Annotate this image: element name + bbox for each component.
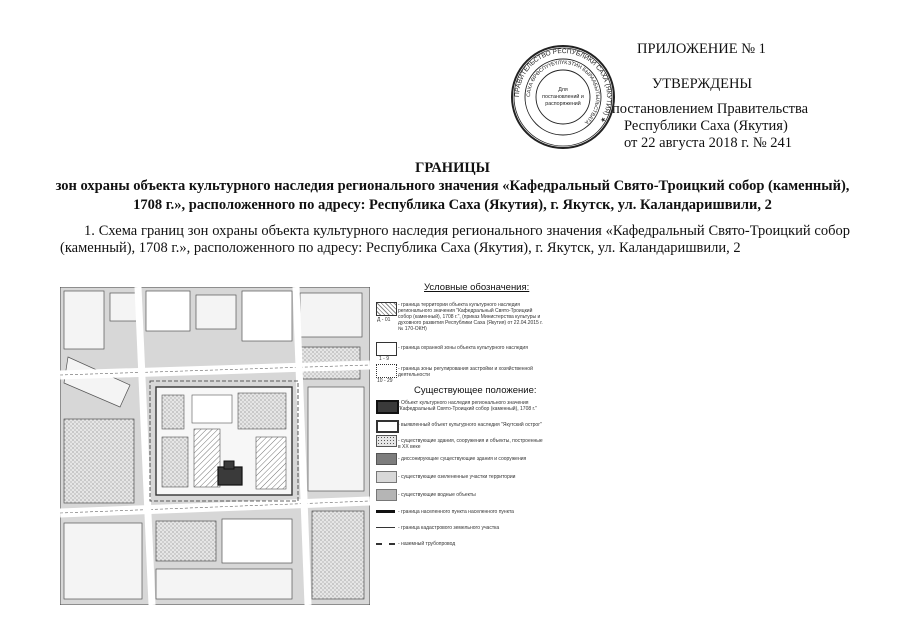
legend-swatch-hatch-solid [376, 302, 397, 316]
legend-swatch-light-grey [376, 471, 397, 483]
legend-swatch-box-dotted [376, 364, 397, 378]
document-title: ГРАНИЦЫ [415, 160, 490, 176]
legend-swatch-box-dashed [376, 342, 397, 356]
legend-item-text: - существующие озелененные участки территории [398, 474, 516, 480]
legend-code: Д - 01 [377, 317, 391, 323]
legend-item-text: - диссонирующие существующие здания и сооружения [398, 456, 527, 462]
section-1-text: 1. Схема границ зон охраны объекта культурного наследия регионального значения «Кафедральный Свято-Троицкий собор (каменный), 1708 г.», расположенного по адресу: Республика Саха (Якутия), г. Якутск, ул. Каландаришвили, 2 [60, 223, 850, 256]
svg-text:ПРАВИТЕЛЬСТВО РЕСПУБЛИКИ САХА: ПРАВИТЕЛЬСТВО РЕСПУБЛИКИ САХА (ЯКУТИЯ) ★ [513, 47, 613, 124]
approved-label: УТВЕРЖДЕНЫ [652, 76, 753, 92]
svg-text:САХА ӨРӨСПҮҮБҮЛҮКЭТИН БЫРААБЫТ: САХА ӨРӨСПҮҮБҮЛҮКЭТИН БЫРААБЫТЫЛЬСТВАТА [525, 59, 601, 125]
decree-line-1: постановлением Правительства [612, 101, 809, 117]
legend-item-text: - существующие здания, сооружения и объекты, построенные в XX веке [398, 438, 543, 450]
official-seal [510, 44, 616, 150]
svg-text:постановлений и: постановлений и [542, 94, 584, 100]
legend-item-text: - граница населенного пункта населенного пункта [398, 509, 514, 515]
appendix-number: ПРИЛОЖЕНИЕ № 1 [637, 41, 766, 57]
document-subtitle: зон охраны объекта культурного наследия регионального значения «Кафедральный Свято-Троицкий собор (каменный), 1708 г.», расположенного по адресу: Республика Саха (Якутия), г. Якутск, ул. Каландаришвили, 2 [55, 178, 850, 213]
legend-swatch-mid-grey [376, 489, 397, 501]
legend-swatch-dark-grey [376, 453, 397, 465]
svg-text:распоряжений: распоряжений [545, 101, 581, 107]
legend-swatch-stipple [376, 435, 397, 447]
decree-line-3: от 22 августа 2018 г. № 241 [624, 135, 793, 151]
legend-code: 10 - 29 [377, 378, 393, 384]
decree-line-2: Республики Саха (Якутия) [624, 118, 788, 134]
legend-item-text: - граница территории объекта культурного наследия регионального значения "Кафедральный Свято-Троицкий собор (каменный), 1708 г.", (приказ Министерства культуры и духовного развития Республики Саха (Якутия) от 22.04.2015 г. № 170-ОКН) [398, 302, 543, 332]
legend-swatch-white-heavy [376, 420, 399, 433]
legend-existing-title: Существующее положение: [414, 385, 537, 396]
legend-item-text: - выявленный объект культурного наследия "Якутский острог" [398, 422, 542, 428]
legend-swatch-dark-bordered [376, 400, 399, 414]
map-legend [374, 282, 544, 556]
legend-item-text: - Объект культурного наследия регионального значения "Кафедральный Свято-Троицкий собор (каменный), 1708 г." [398, 400, 537, 412]
svg-text:Для: Для [558, 87, 568, 93]
legend-swatch-thin-line [376, 527, 395, 528]
legend-item-text: - граница зоны регулирования застройки и хозяйственной деятельности [398, 366, 533, 378]
legend-code: 1 - 9 [379, 356, 390, 362]
legend-item-text: - наземный трубопровод [398, 541, 456, 547]
legend-swatch-thick-line [376, 510, 395, 513]
zone-map [60, 287, 370, 605]
legend-item-text: - существующие водные объекты [398, 492, 476, 498]
legend-swatch-pipe-line [376, 543, 395, 545]
legend-item-text: - граница охранной зоны объекта культурного наследия [398, 345, 528, 351]
legend-item-text: - граница кадастрового земельного участка [398, 525, 500, 531]
legend-title: Условные обозначения: [424, 282, 530, 293]
section-1-paragraph [60, 223, 850, 257]
